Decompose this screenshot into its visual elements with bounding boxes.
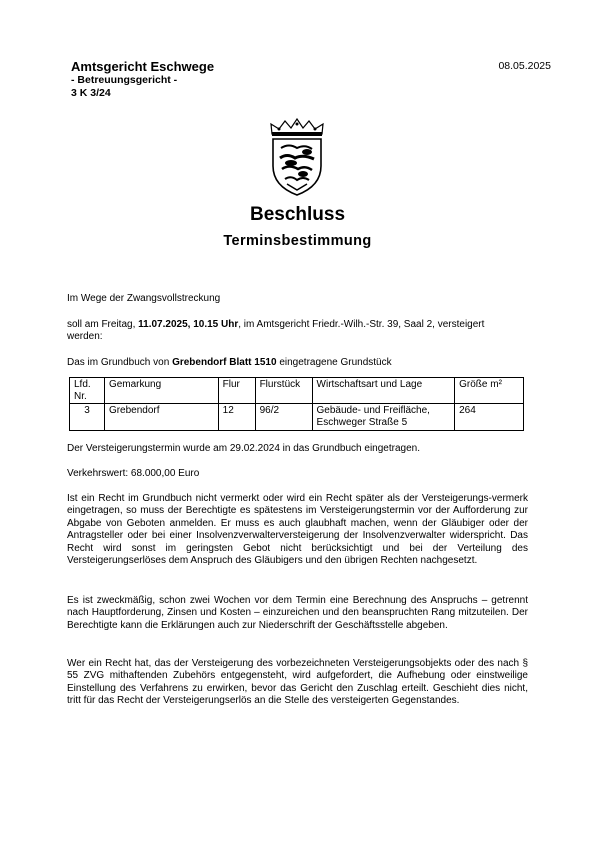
court-header <box>71 59 214 100</box>
property-intro-pre: Das im Grundbuch von <box>67 357 173 368</box>
document-title: Beschluss <box>249 204 346 225</box>
table-cell: 12 <box>218 404 255 431</box>
table-cell: 264 <box>455 404 524 431</box>
registration-note: Der Versteigerungstermin wurde am 29.02.2024 in das Grundbuch eingetragen. <box>67 443 420 454</box>
intro-text: Im Wege der Zwangsvollstreckung <box>67 293 221 304</box>
auction-date-time: 11.07.2025, 10.15 Uhr <box>138 319 239 330</box>
paragraph-late-rights: Ist ein Recht im Grundbuch nicht vermerkt oder wird ein Recht später als der Versteigerungs-vermerk eingetragen, so muss der Berechtigte es spätestens im Versteigerungstermin vor der Aufforderung zur Abgabe von Geboten anmelden. Er muss es auch glaubhaft machen, wenn der Gläubiger oder der Antragsteller oder bei einer Insolvenzverwalterversteigerung der Insolvenzverwalter widerspricht. Das Recht wird sonst im geringsten Gebot nicht berücksichtigt und bei der Verteilung des Versteigerungserlöses dem Anspruch des Gläubigers und den übrigen Rechten nachgesetzt. <box>67 493 528 567</box>
paragraph-opposing-rights: Wer ein Recht hat, das der Versteigerung des vorbezeichneten Versteigerungsobjekts oder des nach § 55 ZVG mithaftenden Zubehörs entgegensteht, wird aufgefordert, die Aufhebung oder einstweilige Einstellung des Verfahrens zu erwirken, bevor das Gericht den Zuschlag erteilt. Geschieht dies nicht, tritt für das Recht der Versteigerungserlös an die Stelle des versteigerten Gegenstandes. <box>67 658 528 707</box>
table-cell: 3 <box>70 404 105 431</box>
table-row <box>70 404 524 431</box>
table-cell: Gebäude- und Freifläche, Eschweger Straße 5 <box>312 404 455 431</box>
table-header-cell: Gemarkung <box>104 378 218 404</box>
auction-date-paragraph <box>67 319 522 344</box>
land-register-sheet: Grebendorf Blatt 1510 <box>172 357 277 368</box>
property-intro <box>67 357 528 369</box>
court-department: - Betreuungsgericht - <box>71 74 178 86</box>
paragraph-claim-calculation: Es ist zweckmäßig, schon zwei Wochen vor dem Termin eine Berechnung des Anspruchs – getrennt nach Hauptforderung, Zinsen und Kosten – einzureichen und den beanspruchten Rang mitzuteilen. Der Berechtigte kann die Erklärungen auch zur Niederschrift der Geschäftsstelle abgeben. <box>67 595 528 631</box>
court-name: Amtsgericht Eschwege <box>71 59 215 74</box>
table-header-row <box>70 378 524 404</box>
market-value: Verkehrswert: 68.000,00 Euro <box>67 468 200 479</box>
auction-text-post: , im Amtsgericht Friedr.-Wilh.-Str. 39, Saal 2, versteigert werden: <box>67 319 485 343</box>
hesse-coat-of-arms-icon <box>267 118 327 196</box>
document-date: 08.05.2025 <box>498 60 551 72</box>
property-intro-post: eingetragene Grundstück <box>276 357 392 368</box>
table-header-cell: Größe m² <box>455 378 524 404</box>
table-cell: Grebendorf <box>104 404 218 431</box>
table-header-cell: Flur <box>218 378 255 404</box>
table-header-cell: Lfd. Nr. <box>70 378 105 404</box>
file-number: 3 K 3/24 <box>71 87 111 99</box>
document-subtitle: Terminsbestimmung <box>223 233 372 249</box>
table-header-cell: Wirtschaftsart und Lage <box>312 378 455 404</box>
table-cell: 96/2 <box>255 404 312 431</box>
table-header-cell: Flurstück <box>255 378 312 404</box>
property-table <box>69 377 524 431</box>
auction-text-pre: soll am Freitag, <box>67 319 139 330</box>
